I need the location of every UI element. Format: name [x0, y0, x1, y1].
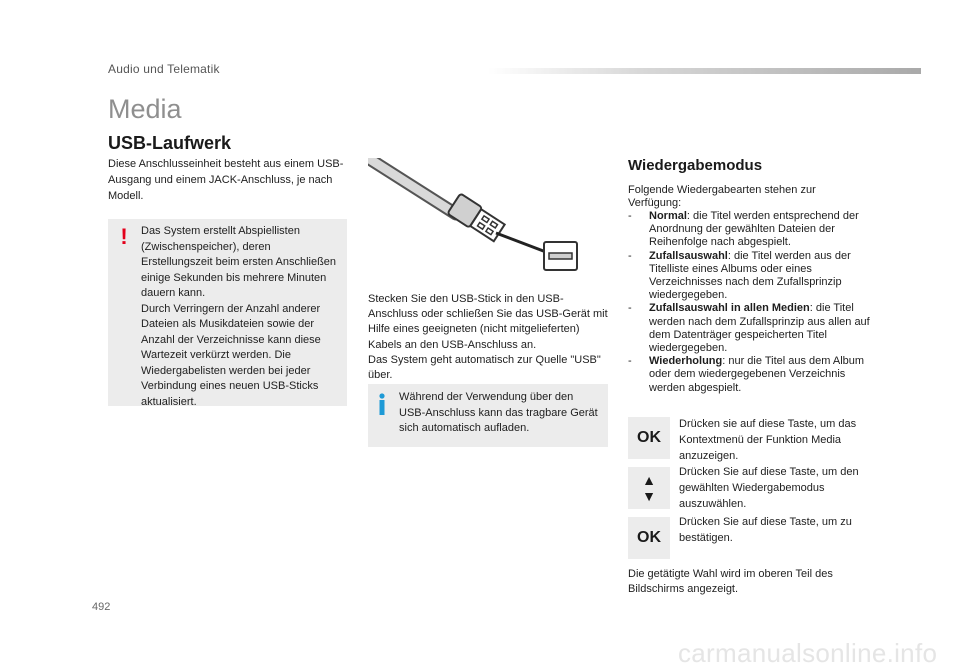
usb-section-title: USB-Laufwerk: [108, 133, 232, 153]
mode-name: Zufallsauswahl in allen Medien: [649, 302, 810, 315]
mode-item-repeat: [628, 355, 873, 395]
mode-item-random: [628, 250, 873, 303]
ok-key-icon: OK: [628, 517, 670, 559]
mode-name: Normal: [649, 210, 687, 222]
arrow-down-icon: ▼: [642, 488, 656, 504]
playback-mode-title: Wiedergabemodus: [628, 157, 763, 174]
list-dash: -: [628, 302, 632, 315]
usb-connect-paragraph: Stecken Sie den USB-Stick in den USB-Anschluss oder schließen Sie das USB-Gerät mit Hilfe eines geeigneten (nicht mitgelieferten) Kabels an den USB-Anschluss an. Das System geht automatisch zur Quelle "USB" über.: [368, 293, 608, 382]
page-number: 492: [92, 601, 111, 613]
warning-icon: !: [120, 224, 128, 249]
info-icon: [376, 393, 388, 415]
step-text-open-menu: Drücken sie auf diese Taste, um das Kontextmenü der Funktion Media anzuzeigen.: [679, 418, 857, 462]
step-text-confirm: Drücken Sie auf diese Taste, um zu bestätigen.: [679, 516, 852, 544]
usb-connect-text: [368, 292, 608, 383]
warning-paragraph: Das System erstellt Abspiellisten (Zwischenspeicher), deren Erstellungszeit beim ersten Anschließen einige Sekunden bis mehrere Minuten dauern kann. Durch Verringern der Anzahl anderer Dateien als Musikdateien sowie der Anzahl der Verzeichnisse kann diese Wartezeit verkürzt werden. Die Wiedergabelisten werden bei jeder Verbindung eines neuen USB-Sticks aktualisiert.: [141, 225, 337, 408]
step-text-select-mode: Drücken Sie auf diese Taste, um den gewählten Wiedergabemodus auszuwählen.: [679, 466, 859, 510]
playback-mode-intro: Folgende Wiedergabearten stehen zur Verfügung:: [628, 184, 816, 210]
usb-intro-text: Diese Anschlusseinheit besteht aus einem USB-Ausgang und einem JACK-Anschluss, je nach Modell.: [108, 158, 344, 202]
mode-name: Zufallsauswahl: [649, 249, 728, 262]
list-dash: -: [628, 210, 632, 222]
arrow-up-icon: ▲: [642, 472, 656, 488]
mode-name: Wiederholung: [649, 355, 723, 368]
playback-mode-list: [628, 210, 873, 395]
list-dash: -: [628, 355, 632, 368]
mode-description: : nur die Titel aus dem Album oder dem wiedergegebenen Verzeichnis werden abgespielt.: [649, 355, 865, 394]
usb-plug: [447, 193, 505, 243]
mode-description: : die Titel werden nach dem Zufallsprinzip aus allen auf dem Datenträger gespeicherten Titel wiedergegeben.: [649, 302, 870, 355]
info-text: Während der Verwendung über den USB-Anschluss kann das tragbare Gerät sich automatisch aufladen.: [399, 391, 598, 434]
usb-stick-illustration: [368, 158, 583, 273]
watermark: carmanualsonline.info: [678, 638, 938, 668]
mode-item-normal: [628, 210, 873, 250]
list-dash: -: [628, 249, 632, 262]
insertion-arrow-line: [496, 233, 546, 252]
mode-description: : die Titel werden aus der Titelliste eines Albums oder eines Verzeichnisses nach dem Zufallsprinzip wiedergegeben.: [649, 249, 851, 302]
mode-description: : die Titel werden entsprechend der Anordnung der gewählten Dateien der Reihenfolge nach abgespielt.: [649, 210, 859, 249]
warning-text: [141, 224, 341, 410]
page-title: Media: [108, 94, 182, 124]
footer-note: Die getätigte Wahl wird im oberen Teil des Bildschirms angezeigt.: [628, 568, 833, 595]
section-header: Audio und Telematik: [108, 62, 220, 76]
up-down-key-icon: [628, 467, 670, 509]
mode-item-random-all: [628, 302, 873, 355]
header-divider: [488, 68, 921, 74]
ok-key-icon: OK: [628, 417, 670, 459]
